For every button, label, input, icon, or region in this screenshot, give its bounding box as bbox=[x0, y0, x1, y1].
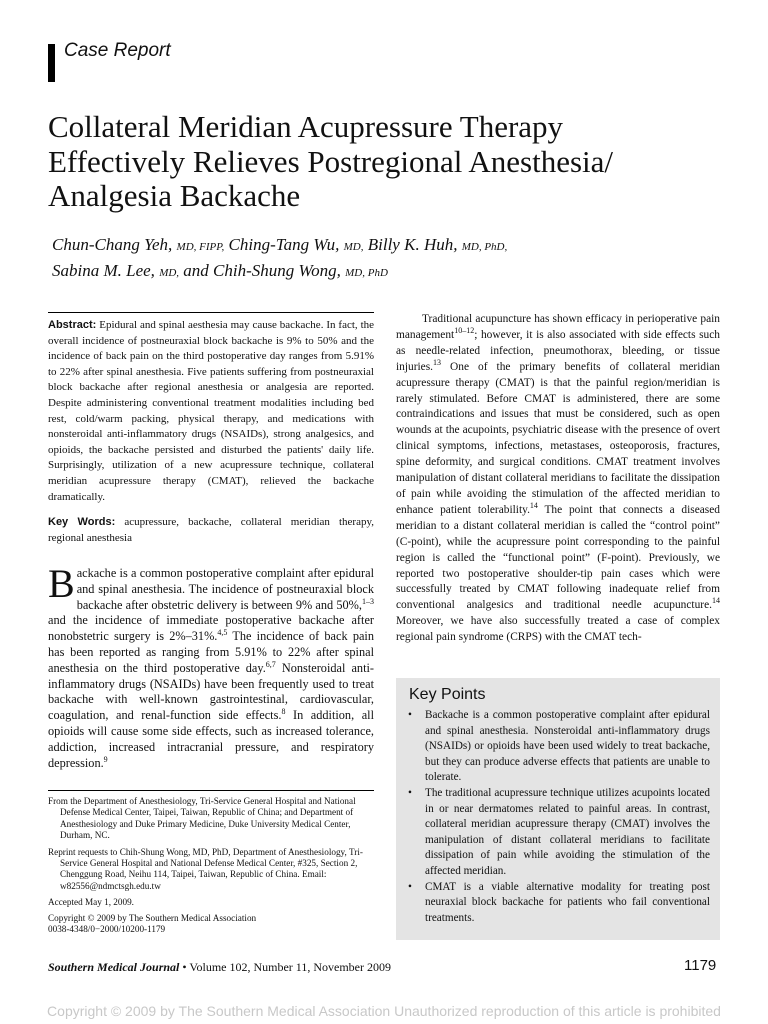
author-name: and Chih-Shung Wong, bbox=[183, 261, 341, 280]
citation-ref: 13 bbox=[433, 357, 442, 367]
drop-cap: B bbox=[48, 561, 75, 606]
body-text: ; however, it is also associated with side effects such as needle-related infection, pneumothorax, bleeding, or tissue injuries. bbox=[396, 328, 720, 373]
volume-info: Volume 102, Number 11, November 2009 bbox=[189, 960, 391, 974]
section-label: Case Report bbox=[64, 40, 171, 61]
title-line: Effectively Relieves Postregional Anesthesia/ bbox=[48, 143, 614, 179]
list-item bbox=[408, 880, 710, 927]
copyright-watermark: Copyright © 2009 by The Southern Medical Association Unauthorized reproduction of this article is prohibited bbox=[47, 1003, 721, 1019]
key-point-text: Backache is a common postoperative complaint after epidural and spinal anesthesia. Nonsteroidal anti-inflammatory drugs (NSAIDs) or opioids have been used widely to treat backache, but they can produce adverse effects that patients are unable to tolerate. bbox=[425, 709, 710, 784]
accepted-date: Accepted May 1, 2009. bbox=[48, 897, 134, 908]
citation-ref: 14 bbox=[529, 501, 538, 511]
author-degree: MD, bbox=[159, 267, 180, 279]
bullet-icon: • bbox=[408, 786, 412, 799]
author-line bbox=[52, 259, 712, 285]
author-line bbox=[52, 233, 712, 259]
keywords-text: acupressure, backache, collateral meridian therapy, regional anesthesia bbox=[48, 516, 374, 544]
body-text: The incidence of back pain has been reported as ranging from 5.91% to 22% after spinal anesthesia on the third postoperative day. bbox=[48, 629, 374, 675]
key-points-title: Key Points bbox=[409, 686, 486, 703]
key-point-text: The traditional acupressure technique utilizes acupoints located in or near dermatomes related to painful areas. In contrast, collateral meridian acupressure therapy (CMAT) involves the manipulation of distant collateral meridians to facilitate dissipation of pain while avoiding the stimulation of the affected meridian. bbox=[425, 786, 710, 877]
right-column-paragraph bbox=[396, 312, 720, 646]
citation-ref: 9 bbox=[103, 754, 108, 764]
doi-line: 0038-4348/0−2000/10200-1179 bbox=[48, 924, 166, 935]
bullet-icon: • bbox=[408, 880, 412, 893]
citation-ref: 14 bbox=[712, 596, 720, 606]
footer-separator: • bbox=[179, 960, 190, 974]
abstract-top-rule bbox=[48, 312, 374, 313]
title-line: Analgesia Backache bbox=[48, 178, 301, 213]
section-marker-bar bbox=[48, 44, 55, 82]
author-degree: MD, FIPP, bbox=[176, 241, 225, 253]
body-paragraph bbox=[396, 312, 720, 646]
author-degree: MD, bbox=[343, 241, 364, 253]
list-item bbox=[408, 708, 710, 786]
citation-ref: 8 bbox=[281, 707, 286, 717]
citation-ref: 1–3 bbox=[362, 596, 374, 606]
abstract-label: Abstract: bbox=[48, 319, 97, 331]
bullet-icon: • bbox=[408, 709, 412, 721]
author-list bbox=[52, 233, 712, 285]
body-text: ackache is a common postoperative complaint after epidural and spinal anesthesia. The incidence of postneuraxial block backache after obstetric delivery is between 9% and 50%, bbox=[76, 566, 374, 612]
abstract bbox=[48, 318, 374, 505]
copyright-line: Copyright © 2009 by The Southern Medical Association bbox=[48, 912, 257, 923]
citation-ref: 6,7 bbox=[265, 659, 276, 669]
body-text: The point that connects a diseased meridian to a distant collateral meridian is called the “control point” (C-point), while the acupressure point corresponding to the painful region is called the “functional point” (F-point). Previously, we reported two postoperative shoulder-tip pain cases which were successfully treated by CMAT following inadequate relief from conventional analgesics and traditional needle acupuncture. bbox=[396, 503, 720, 612]
key-points-list bbox=[408, 708, 710, 926]
affiliation-text: From the Department of Anesthesiology, Tri-Service General Hospital and National Defense Medical Center, Taipei, Taiwan, Republic of China; and Department of Anesthesiology and Duke Primary Medicine, Duke University Medical Center, Durham, NC. bbox=[48, 796, 356, 841]
body-text: and the incidence of immediate postoperative backache after nonobstetric surgery is 2%–31%. bbox=[48, 613, 374, 644]
body-text: Traditional acupuncture has shown efficacy in perioperative pain management bbox=[396, 313, 720, 341]
citation-ref: 10–12 bbox=[454, 326, 475, 336]
title-line: Collateral Meridian Acupressure Therapy bbox=[48, 109, 564, 144]
body-text: Nonsteroidal anti-inflammatory drugs (NSAIDs) have been frequently used to treat backache with well-known gastrointestinal, cardiovascular, coagulation, and renal-function side effects. bbox=[48, 660, 375, 723]
intro-paragraph bbox=[48, 561, 375, 771]
key-point-text: CMAT is a viable alternative modality for treating post neuraxial block backache for patients who fail conventional treatments. bbox=[425, 880, 710, 924]
author-name: Sabina M. Lee, bbox=[52, 261, 155, 280]
keywords bbox=[48, 515, 374, 546]
page-number: 1179 bbox=[684, 957, 717, 974]
affiliations bbox=[48, 796, 374, 939]
body-text: In addition, all opioids will cause some side effects, such as increased tolerance, addiction, increased intracranial pressure, and respiratory depression. bbox=[48, 708, 374, 770]
journal-footer bbox=[48, 960, 391, 975]
reprint-requests: Reprint requests to Chih-Shung Wong, MD, PhD, Department of Anesthesiology, Tri-Service General Hospital and National Defense Medical Center, #325, Section 2, Chenggung Road, Neihu 114, Taipei, Taiwan, Republic of China. Email: w82556@ndmctsgh.edu.tw bbox=[48, 846, 363, 891]
author-name: Ching-Tang Wu, bbox=[228, 235, 340, 254]
author-degree: MD, PhD bbox=[345, 267, 388, 279]
keywords-label: Key Words: bbox=[48, 516, 116, 528]
body-text: One of the primary benefits of collateral meridian acupressure therapy (CMAT) is that the painful region/meridian is rarely stimulated. Before CMAT is administered, there are some contraindications and issues that must be considered, such as open wounds at the acupoints, psychiatric disease with the presence of overt clinical symptoms, infections, metastases, osteoporosis, fractures, spine deformity, and surgical conditions. CMAT treatment involves manipulation of distant collateral meridians to facilitate the dissipation of pain while avoiding the stimulation of the affected meridian to enhance patient tolerability. bbox=[396, 360, 720, 516]
article-title bbox=[48, 110, 688, 214]
abstract-text: Epidural and spinal aesthesia may cause backache. In fact, the overall incidence of postneuraxial block backache is 9% to 50% and the incidence of back pain on the third postoperative day ranges from 5.91% to 22% after spinal anesthesia. Five patients suffering from postneuraxial block backache after regional anesthesia or analgesia are reported. Despite administering conventional treatment modalities including bed rest, cold/warm packing, physical therapy, and medications with nonsteroidal anti-inflammatory drugs (NSAIDs), strong analgesics, and opioids, the backache persisted and disturbed the patients' daily life. Surprisingly, utilization of a new acupressure technique, collateral meridian acupressure therapy (CMAT), relieved the backache dramatically. bbox=[48, 319, 375, 503]
author-degree: MD, PhD, bbox=[461, 241, 508, 253]
list-item bbox=[408, 786, 710, 880]
author-name: Billy K. Huh, bbox=[367, 235, 458, 254]
author-name: Chun-Chang Yeh, bbox=[52, 235, 173, 254]
body-text: Moreover, we have also successfully treated a case of complex regional pain syndrome (CRPS) with the CMAT tech- bbox=[396, 615, 720, 644]
affiliation-rule bbox=[48, 790, 374, 791]
journal-name: Southern Medical Journal bbox=[48, 960, 180, 974]
citation-ref: 4,5 bbox=[217, 628, 228, 638]
